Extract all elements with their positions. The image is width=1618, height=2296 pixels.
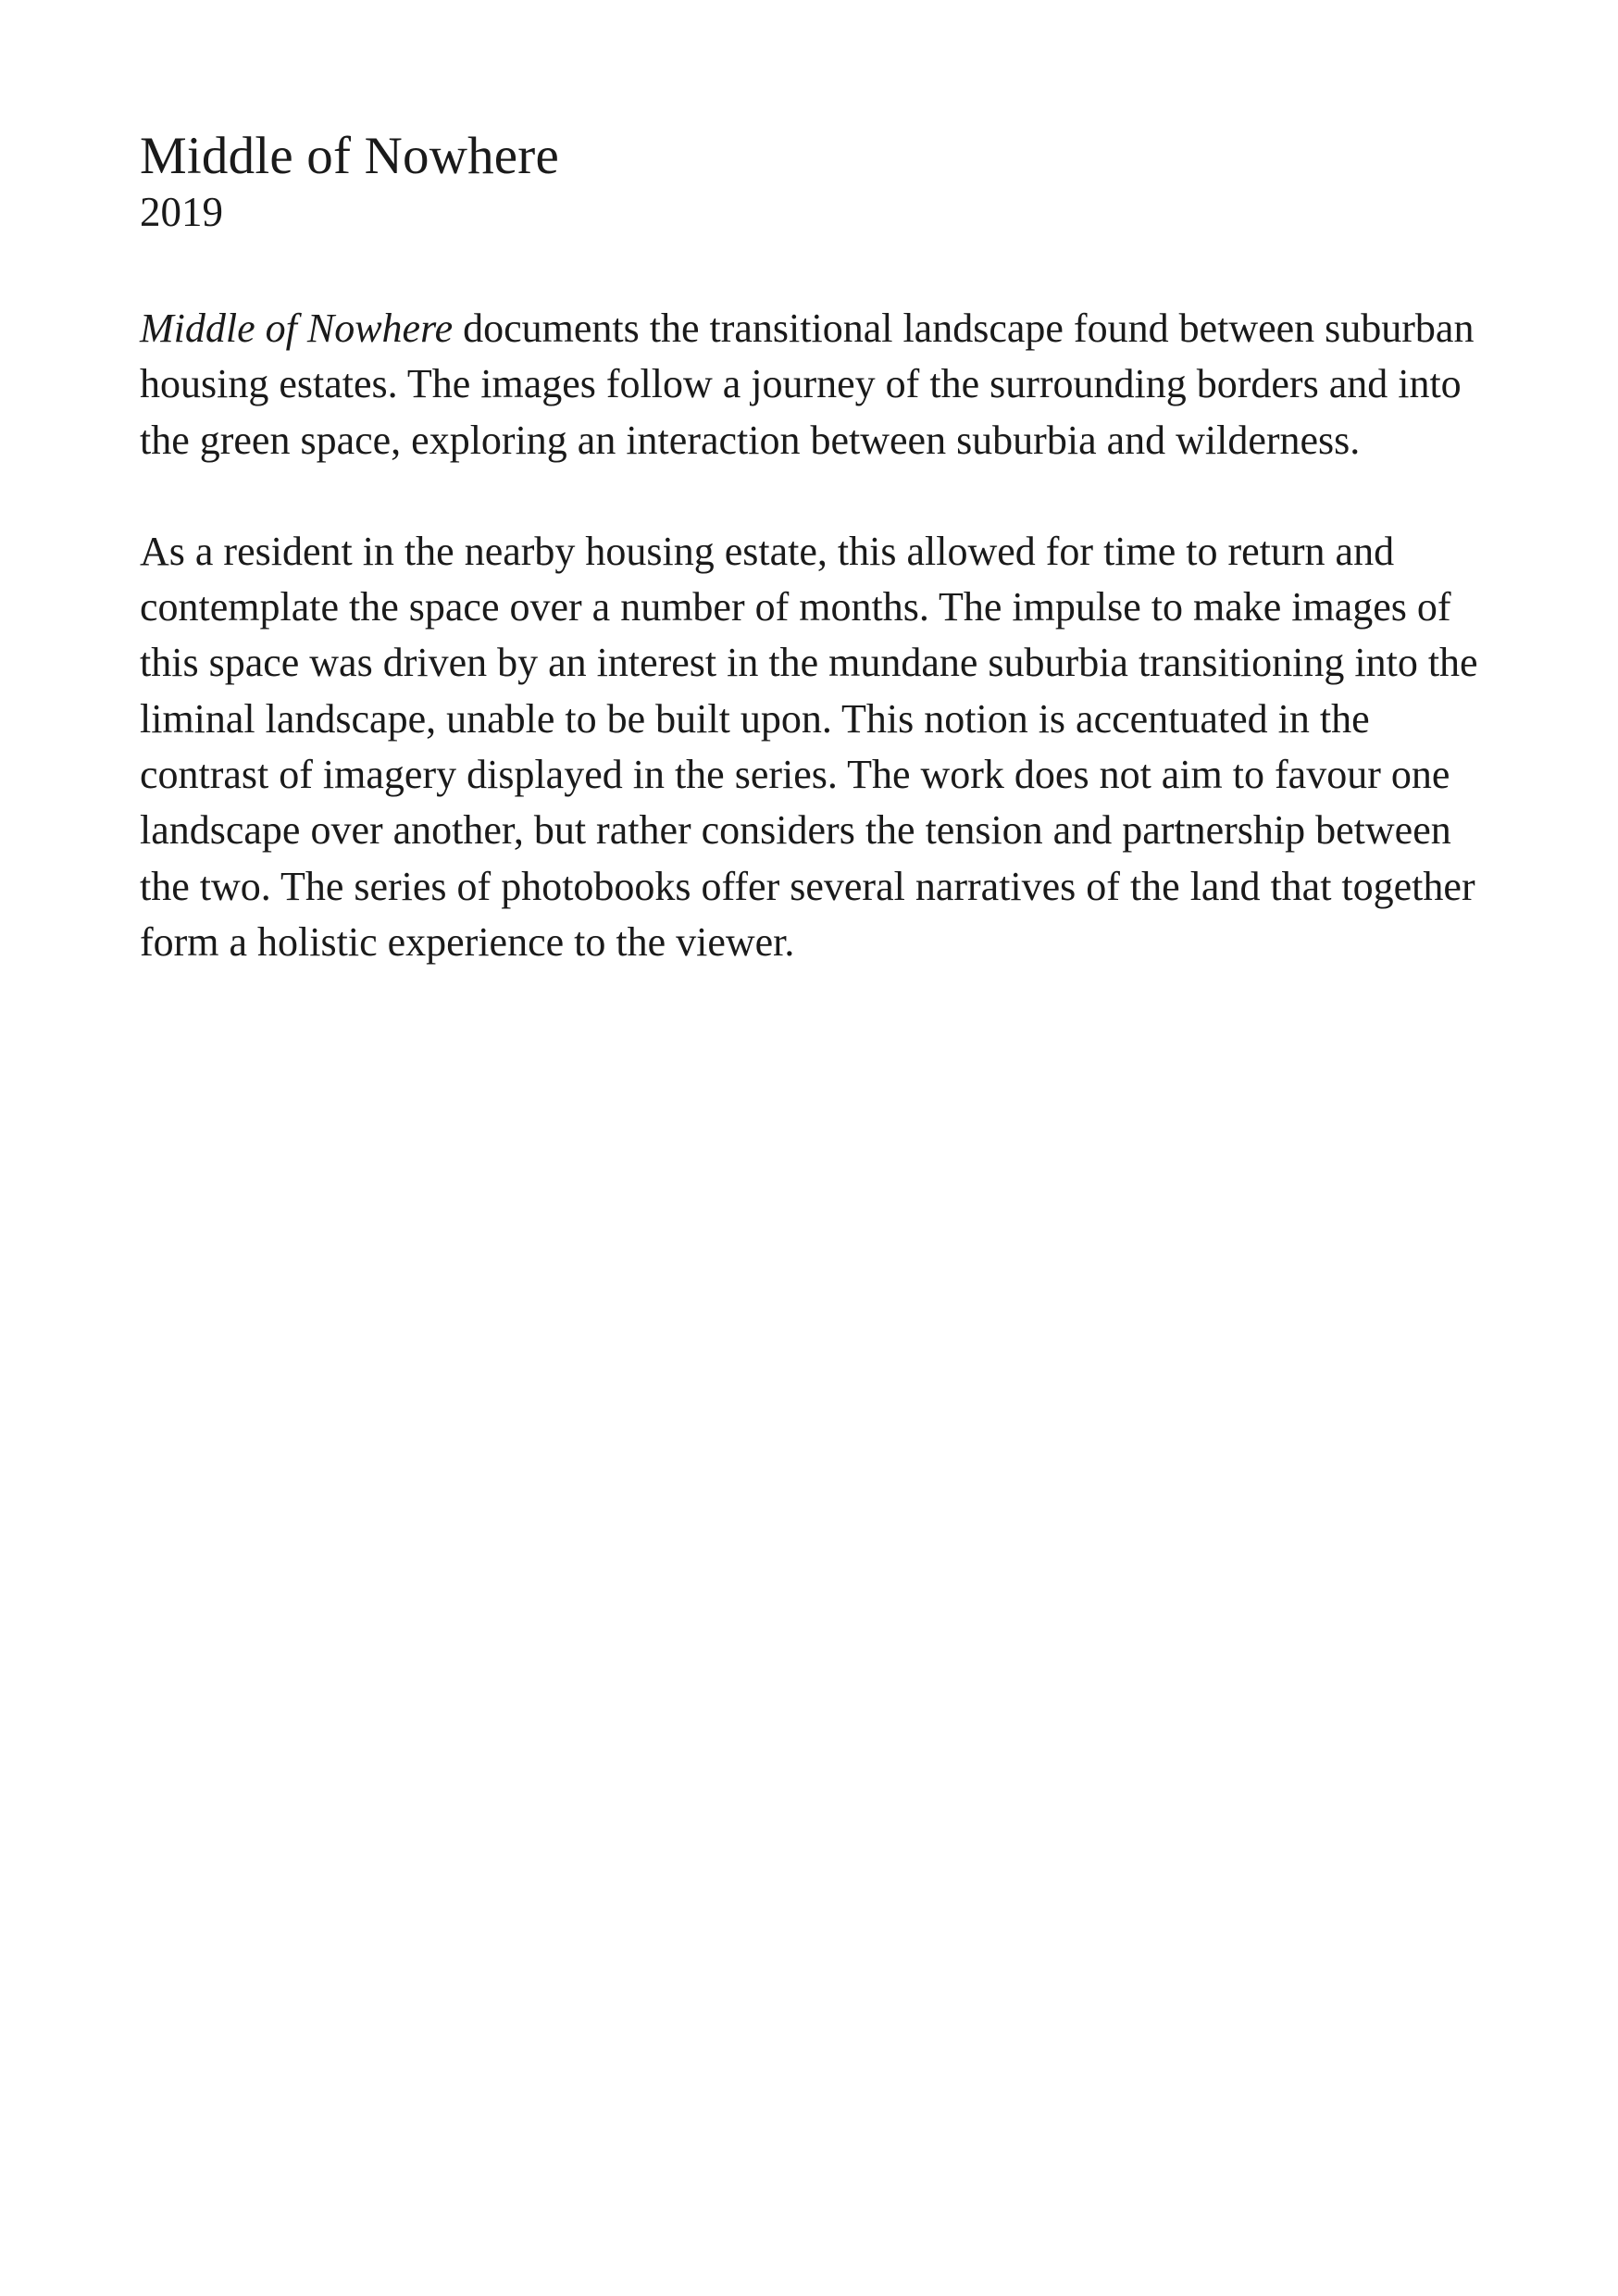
paragraph-context: As a resident in the nearby housing estate, this allowed for time to return and contemplate the space over a number of months. The impulse to make images of this space was driven by an interest in the mundane suburbia transitioning into the liminal landscape, unable to be built upon. This notion is accentuated in the contrast of imagery displayed in the series. The work does not aim to favour one landscape over another, but rather considers the tension and partnership between the two. The series of photobooks offer several narratives of the land that together form a holistic experience to the viewer.	[140, 528, 1478, 965]
italic-work-title: Middle of Nowhere	[140, 306, 454, 351]
document-title: Middle of Nowhere	[140, 127, 559, 185]
paragraph-intro	[140, 301, 1482, 468]
document-header	[140, 127, 1482, 238]
document-body	[140, 301, 1482, 970]
document-year: 2019	[140, 189, 223, 235]
paragraph-intro-text: documents the transitional landscape found between suburban housing estates. The images follow a journey of the surrounding borders and into the green space, exploring an interaction between suburbia and wilderness.	[140, 306, 1475, 463]
